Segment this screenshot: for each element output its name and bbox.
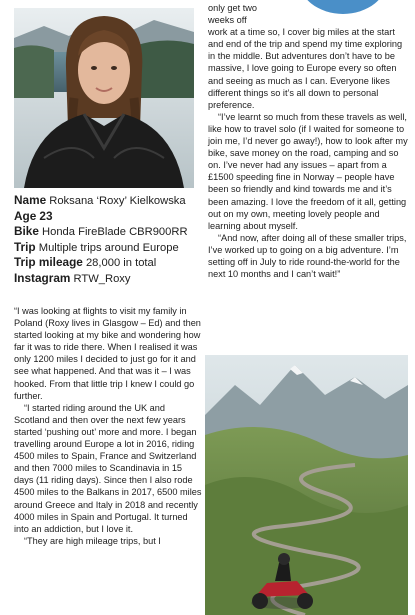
portrait-illustration: [14, 8, 194, 188]
left-paragraph-1: “I was looking at flights to visit my family in Poland (Roxy lives in Glasgow – Ed) and then started looking at my bike and wondering how far it was to ride there. When I realised it was only 1200 miles I decided to just go for it and see what happened. And that was it – I was hooked. From that little trip I knew I could go further.: [14, 306, 201, 401]
fact-age-value: 23: [39, 208, 53, 223]
fact-instagram: [14, 271, 200, 287]
left-column-text: [14, 305, 202, 547]
fact-trip-label: Trip: [14, 239, 36, 254]
fact-name: [14, 193, 200, 209]
fact-trip-value: Multiple trips around Europe: [38, 241, 179, 254]
fact-name-value: Roksana ‘Roxy’ Kielkowska: [49, 195, 186, 207]
right-column-text: [208, 2, 408, 280]
fact-age: [14, 209, 200, 225]
portrait-photo: [14, 8, 194, 188]
fact-bike-value: Honda FireBlade CBR900RR: [42, 226, 188, 239]
fact-instagram-label: Instagram: [14, 270, 71, 285]
left-paragraph-3: “They are high mileage trips, but I: [24, 535, 161, 546]
fact-trip: [14, 240, 200, 256]
fact-age-label: Age: [14, 208, 37, 223]
right-intro: only get two weeks off: [208, 3, 258, 26]
mountain-road-illustration: [205, 355, 408, 615]
fact-name-label: Name: [14, 193, 47, 207]
mountain-road-photo: [205, 352, 408, 615]
right-paragraph-2: “I’ve learnt so much from these travels as well, like how to travel solo (if I waited for someone to join me, I’d never go away!), how to look after my bike, save money on the road, camping and so on. I’ve never had any issues – apart from a £1500 speeding fine in Norway – people have been so friendly and kind towards me and it’s been amazing. I love the freedom of it all, getting out on my own, meeting lovely people and learning about myself.: [208, 111, 408, 231]
rider-fact-box: [14, 193, 200, 287]
left-paragraph-2: “I started riding around the UK and Scotland and then over the next few years started ‘pushing out’ more and more. I began travelling around Europe a lot in 2016, riding 4500 miles to Spain, France and Switzerland and then 7000 miles to Scandinavia in 15 days (11 riding days). Since then I also rode 4500 miles to the Balkans in 2017, 6500 miles around Greece and Italy in 2018 and recently 4000 miles in Spain and Portugal. It turned into an addiction, but I love it.: [14, 402, 202, 534]
right-paragraph-1: work at a time so, I cover big miles at the start and end of the trip and spend my time exploring in the middle. But adventures don’t have to be massive, I love going to Europe every so often and seeing as much as I can. Everyone likes different things so it’s all down to personal preference.: [208, 27, 403, 110]
fact-mileage-label: Trip mileage: [14, 255, 83, 270]
fact-bike: [14, 224, 200, 240]
right-paragraph-3: “And now, after doing all of these smaller trips, I’ve worked up to going on a big adventure. I’m setting off in July to ride round-the-world for the next 10 months and I can’t wait!”: [208, 232, 407, 280]
fact-instagram-value: RTW_Roxy: [73, 272, 131, 285]
fact-bike-label: Bike: [14, 224, 39, 239]
fact-mileage-value: 28,000 in total: [85, 257, 157, 270]
fact-mileage: [14, 255, 200, 271]
